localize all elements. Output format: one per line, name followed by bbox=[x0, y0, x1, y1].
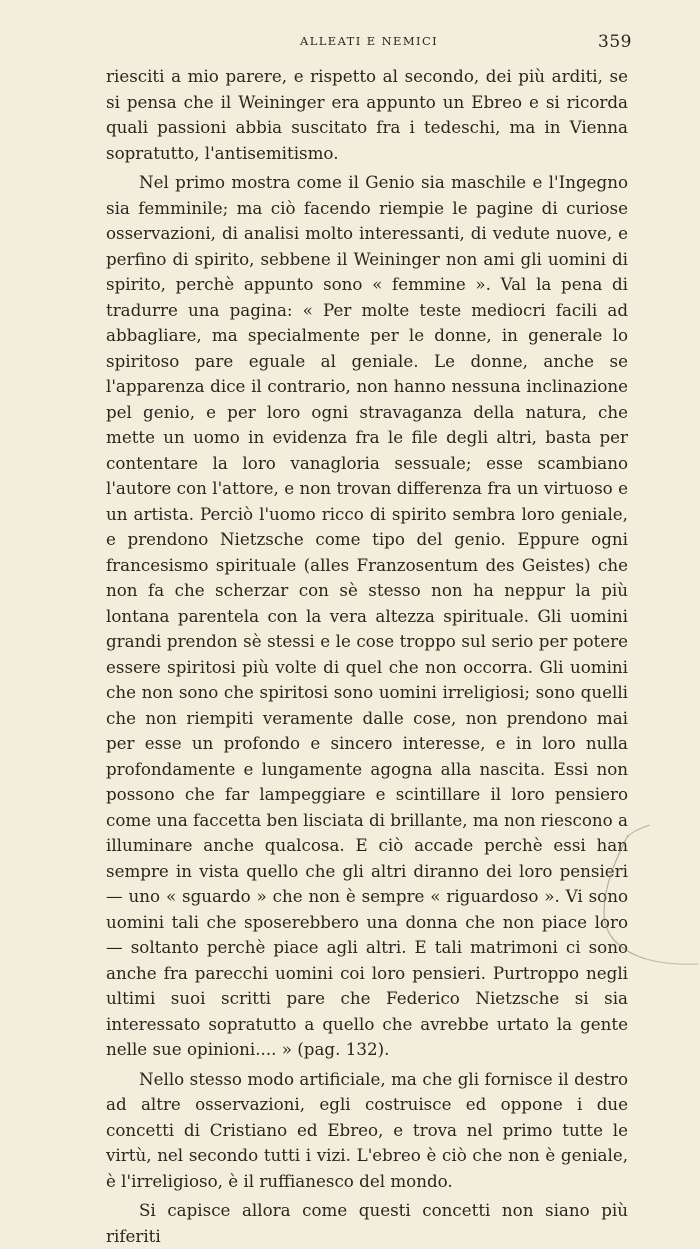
paragraph: Nel primo mostra come il Genio sia maschile e l'Ingegno sia femminile; ma ciò facendo riempie le pagine di curiose osservazioni, di analisi molto interessanti, di vedute nuove, e perfino di spirito, sebbene il Weininger non ami gli uomini di spirito, perchè appunto sono « femmine ». Val la pena di tradurre una pagina: « Per molte teste mediocri facili ad abbagliare, ma specialmente per le donne, in generale lo spiritoso pare eguale al geniale. Le donne, anche se l'apparenza dice il contrario, non hanno nessuna inclinazione pel genio, e per loro ogni stravaganza della natura, che mette un uomo in evidenza fra le file degli altri, basta per contentare la loro vanagloria sessuale; esse scambiano l'autore con l'attore, e non trovan differenza fra un virtuoso e un artista. Perciò l'uomo ricco di spirito sembra loro geniale, e prendono Nietzsche come tipo del genio. Eppure ogni francesismo spirituale (alles Franzosentum des Geistes) che non fa che scherzar con sè stesso non ha neppur la più lontana parentela con la vera altezza spirituale. Gli uomini grandi prendon sè stessi e le cose troppo sul serio per potere essere spiritosi più volte di quel che non occorra. Gli uomini che non sono che spiritosi sono uomini irreligiosi; sono quelli che non riempiti veramente dalle cose, non prendono mai per esse un profondo e sincero interesse, e in loro nulla profondamente e lungamente agogna alla nascita. Essi non possono che far lampeggiare e scintillare il loro pensiero come una faccetta ben lisciata di brillante, ma non riescono a illuminare anche qualcosa. E ciò accade perchè essi han sempre in vista quello che gli altri diranno dei loro pensieri — uno « sguardo » che non è sempre « riguardoso ». Vi sono uomini tali che sposerebbero una donna che non piace loro — soltanto perchè piace agli altri. E tali matrimoni ci sono anche fra parecchi uomini coi loro pensieri. Purtroppo negli ultimi suoi scritti pare che Federico Nietzsche si sia interessato sopratutto a quello che avrebbe urtato la gente nelle sue opinioni.... » (pag. 132). bbox=[106, 172, 628, 1059]
page-number: 359 bbox=[598, 32, 632, 52]
margin-pencil-mark bbox=[590, 825, 700, 965]
paragraph: Si capisce allora come questi concetti non siano più riferiti bbox=[106, 1200, 628, 1246]
running-head bbox=[0, 32, 700, 52]
paragraph: Nello stesso modo artificiale, ma che gli fornisce il destro ad altre osservazioni, egli costruisce ed oppone i due concetti di Cristiano ed Ebreo, e trova nel primo tutte le virtù, nel secondo tutti i vizi. L'ebreo è ciò che non è geniale, è l'irreligioso, è il ruffianesco del mondo. bbox=[106, 1068, 628, 1191]
body-text bbox=[106, 64, 628, 1249]
running-title: ALLEATI E NEMICI bbox=[300, 34, 439, 48]
paragraph-continuation: riesciti a mio parere, e rispetto al secondo, dei più arditi, se si pensa che il Weininger era appunto un Ebreo e si ricorda quali passioni abbia suscitato fra i tedeschi, ma in Vienna sopratutto, l'antisemitismo. bbox=[106, 66, 628, 163]
